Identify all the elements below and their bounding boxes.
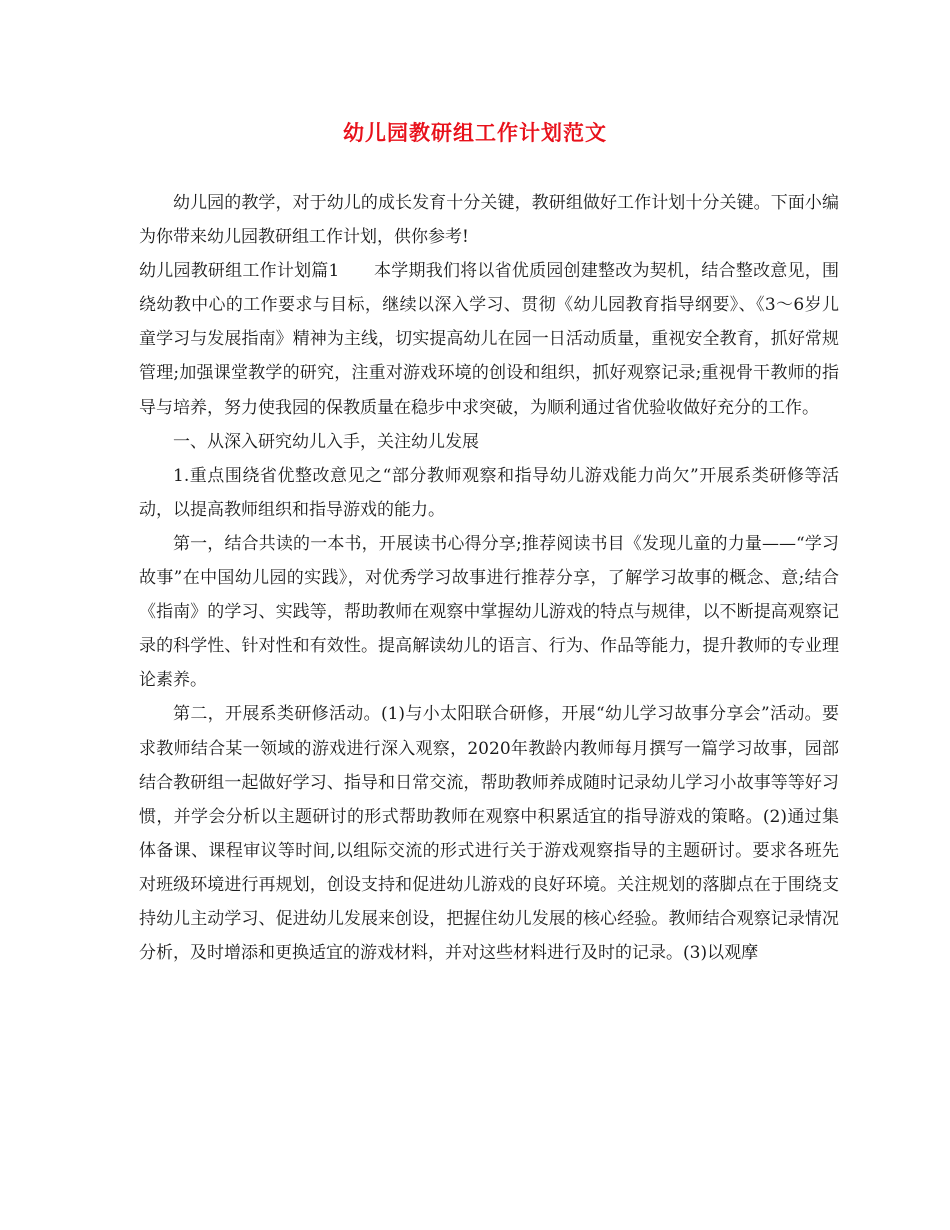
section-heading-1: 一、从深入研究幼儿入手，关注幼儿发展	[173, 431, 479, 452]
paragraph-first: 第一，结合共读的一本书，开展读书心得分享;推荐阅读书目《发现儿童的力量——“学习故事”在中国幼儿园的实践》，对优秀学习故事进行推荐分享，了解学习故事的概念、意;结合《指南》的学习、实践等，帮助教师在观察中掌握幼儿游戏的特点与规律，以不断提高观察记录的科学性、针对性和有效性。提高解读幼儿的语言、行为、作品等能力，提升教师的专业理论素养。	[139, 533, 839, 691]
document-body	[139, 186, 839, 970]
paragraph-second: 第二，开展系类研修活动。(1)与小太阳联合研修，开展“幼儿学习故事分享会”活动。要求教师结合某一领域的游戏进行深入观察，2020年教龄内教师每月撰写一篇学习故事，园部结合教研组一起做好学习、指导和日常交流，帮助教师养成随时记录幼儿学习小故事等等好习惯，并学会分析以主题研讨的形式帮助教师在观察中积累适宜的指导游戏的策略。(2)通过集体备课、课程审议等时间,以组际交流的形式进行关于游戏观察指导的主题研讨。要求各班先对班级环境进行再规划，创设支持和促进幼儿游戏的良好环境。关注规划的落脚点在于围绕支持幼儿主动学习、促进幼儿发展来创设，把握住幼儿发展的核心经验。教师结合观察记录情况分析，及时增添和更换适宜的游戏材料，并对这些材料进行及时的记录。(3)以观摩	[139, 704, 839, 964]
document-title: 幼儿园教研组工作计划范文	[343, 121, 607, 145]
paragraph-intro: 幼儿园的教学，对于幼儿的成长发育十分关键，教研组做好工作计划十分关键。下面小编为你带来幼儿园教研组工作计划，供你参考!	[139, 193, 839, 248]
paragraph-plan-1-overview: 幼儿园教研组工作计划篇1 本学期我们将以省优质园创建整改为契机，结合整改意见，围绕幼教中心的工作要求与目标，继续以深入学习、贯彻《幼儿园教育指导纲要》、《3～6岁儿童学习与发展指南》精神为主线，切实提高幼儿在园一日活动质量，重视安全教育，抓好常规管理;加强课堂教学的研究，注重对游戏环境的创设和组织，抓好观察记录;重视骨干教师的指导与培养，努力使我园的保教质量在稳步中求突破，为顺利通过省优验收做好充分的工作。	[139, 261, 839, 418]
paragraph-item-1: 1.重点围绕省优整改意见之“部分教师观察和指导幼儿游戏能力尚欠”开展系类研修等活动，以提高教师组织和指导游戏的能力。	[139, 465, 839, 520]
